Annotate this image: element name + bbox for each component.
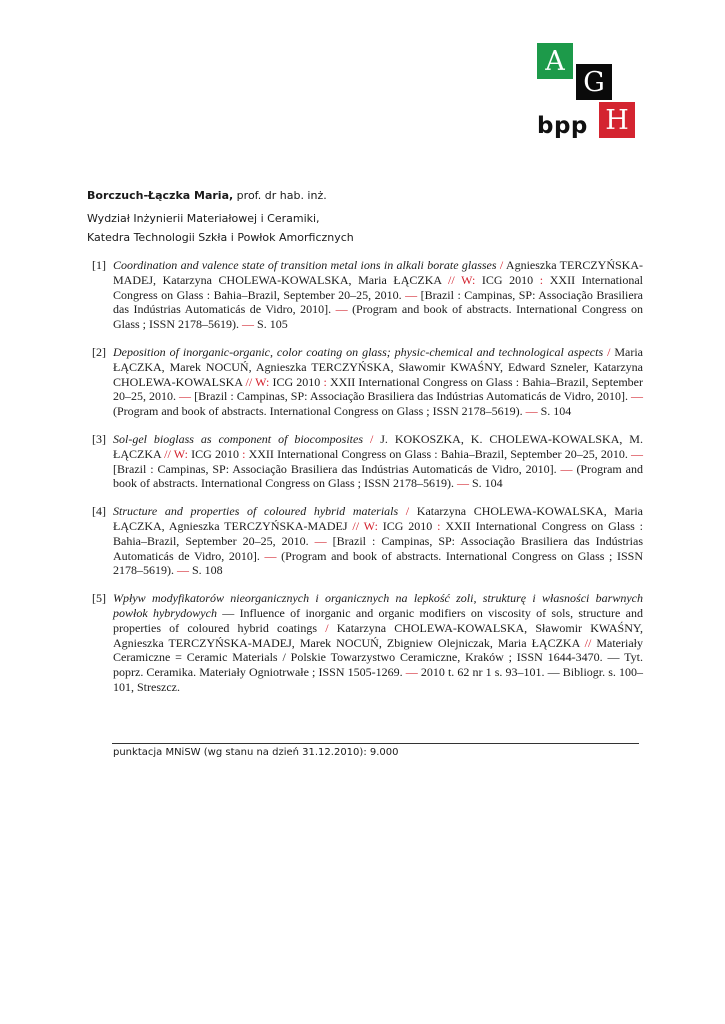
publication-entry xyxy=(92,504,643,578)
entry-number: [1] xyxy=(92,258,106,272)
entry-series: (Program and book of abstracts. International Congress on Glass ; ISSN 2178–5619). xyxy=(113,302,644,332)
separator: — xyxy=(453,476,472,491)
separator: / xyxy=(277,650,291,665)
entry-journal: Materiały Ceramiczne = Ceramic Materials xyxy=(113,635,643,665)
separator: — xyxy=(176,389,195,404)
separator: // W: xyxy=(242,374,273,389)
entry-body xyxy=(113,258,643,332)
author-department: Katedra Technologii Szkła i Powłok Amorficznych xyxy=(87,231,354,244)
separator: — xyxy=(522,404,541,419)
entry-authors: Katarzyna CHOLEWA-KOWALSKA, Maria ŁĄCZKA, Agnieszka TERCZYŃSKA-MADEJ xyxy=(113,504,643,533)
separator: — xyxy=(174,563,192,578)
entry-series: (Program and book of abstracts. International Congress on Glass ; ISSN 2178–5619). xyxy=(113,461,643,491)
entry-series: (Program and book of abstracts. International Congress on Glass ; ISSN 2178–5619). xyxy=(113,548,644,578)
entry-source: ICG 2010 xyxy=(481,272,534,287)
entry-publisher: [Brazil : Campinas, SP: Associação Brasiliera das Indústrias Automaticás de Vidro, 2010]. xyxy=(113,533,643,563)
entry-number: [3] xyxy=(92,431,106,446)
entry-source: ICG 2010 xyxy=(191,446,239,461)
entry-title: Structure and properties of coloured hybrid materials xyxy=(113,504,399,519)
entry-publisher: Polskie Towarzystwo Ceramiczne, Kraków ; ISSN 1644-3470. xyxy=(290,650,603,665)
entry-publisher: [Brazil : Campinas, SP: Associação Brasiliera das Indústrias Automaticás de Vidro, 2010]. xyxy=(194,389,628,404)
entry-page: S. 104 xyxy=(471,476,503,491)
separator: : xyxy=(533,272,550,287)
separator: — xyxy=(331,302,353,317)
agh-bpp-logo xyxy=(537,43,639,143)
entry-authors: J. KOKOSZKA, K. CHOLEWA-KOWALSKA, M. ŁĄCZKA xyxy=(113,431,643,461)
logo-bpp-text: bpp xyxy=(537,113,588,139)
logo-a-square: A xyxy=(537,43,573,79)
entry-title: Coordination and valence state of transition metal ions in alkali borate glasses xyxy=(113,258,497,272)
separator: — xyxy=(402,665,421,680)
entry-authors: Maria ŁĄCZKA, Marek NOCUŃ, Agnieszka TERCZYŃSKA, Sławomir KWAŚNY, Edward Szneler, Katarzyna CHOLEWA-KOWALSKA xyxy=(113,344,643,389)
logo-g-square: G xyxy=(576,64,612,100)
separator: — xyxy=(556,461,577,476)
separator: — xyxy=(239,317,258,332)
separator: // W: xyxy=(441,272,482,287)
entry-title: Deposition of inorganic-organic, color coating on glass; physic-chemical and technological aspects xyxy=(113,344,604,359)
entry-page: S. 108 xyxy=(192,563,223,578)
separator: — xyxy=(544,665,563,680)
entry-number: [2] xyxy=(92,344,106,359)
separator: / xyxy=(496,258,506,272)
author-faculty: Wydział Inżynierii Materiałowej i Ceramiki, xyxy=(87,212,320,225)
separator: : xyxy=(320,374,330,389)
author-info xyxy=(87,186,354,247)
separator: — xyxy=(216,605,240,620)
entry-bibliography: Bibliogr. s. 100–101, Streszcz. xyxy=(113,665,644,694)
entry-body xyxy=(113,591,643,695)
entry-conference: XXII International Congress on Glass : Bahia–Brazil, September 20–25, 2010. xyxy=(248,446,628,461)
separator: / xyxy=(317,620,337,635)
publication-entry xyxy=(92,591,643,695)
author-line xyxy=(87,186,354,205)
author-name: Borczuch-Łączka Maria, xyxy=(87,189,234,202)
entry-authors: Katarzyna CHOLEWA-KOWALSKA, Sławomir KWAŚNY, Agnieszka TERCZYŃSKA-MADEJ, Marek NOCUŃ, Zbigniew Olejniczak, Maria ŁĄCZKA xyxy=(113,620,643,650)
entry-source: ICG 2010 xyxy=(382,518,433,533)
separator: — xyxy=(602,650,625,665)
separator: — xyxy=(627,446,644,461)
entry-body xyxy=(113,432,643,491)
entry-body xyxy=(113,504,643,578)
entry-page: S. 105 xyxy=(257,317,288,332)
publication-list xyxy=(92,258,643,708)
entry-title: Wpływ modyfikatorów nieorganicznych i organicznych na lepkość zoli, strukturę i własności barwnych powłok hybrydowych xyxy=(113,591,643,620)
logo-h-square: H xyxy=(599,102,635,138)
entry-number: [4] xyxy=(92,504,106,519)
entry-title: Sol-gel bioglass as component of biocomposites xyxy=(113,431,364,446)
footer-rule xyxy=(112,743,639,744)
separator: / xyxy=(363,431,381,446)
entry-source: ICG 2010 xyxy=(272,374,321,389)
footer-score: punktacja MNiSW (wg stanu na dzień 31.12.2010): 9.000 xyxy=(113,747,399,758)
separator: : xyxy=(432,518,446,533)
publication-entry xyxy=(92,432,643,491)
entry-conference: XXII International Congress on Glass : Bahia–Brazil, September 20–25, 2010. xyxy=(113,374,643,404)
separator: — xyxy=(259,548,282,563)
separator: // W: xyxy=(347,518,383,533)
separator: // W: xyxy=(161,446,192,461)
separator: // xyxy=(579,635,597,650)
entry-series: (Program and book of abstracts. International Congress on Glass ; ISSN 2178–5619). xyxy=(113,404,523,419)
entry-conference: XXII International Congress on Glass : Bahia–Brazil, September 20–25, 2010. xyxy=(113,272,643,302)
separator: — xyxy=(401,287,421,302)
publication-entry xyxy=(92,345,643,419)
entry-page: S. 104 xyxy=(540,404,572,419)
entry-number: [5] xyxy=(92,591,106,606)
entry-publisher: [Brazil : Campinas, SP: Associação Brasiliera das Indústrias Automaticás de Vidro, 2010]. xyxy=(113,461,557,476)
separator: / xyxy=(603,344,615,359)
entry-volume: 2010 t. 62 nr 1 s. 93–101. xyxy=(420,665,545,680)
publication-entry xyxy=(92,258,643,332)
separator: — xyxy=(627,389,644,404)
entry-subtitle: Influence of inorganic and organic modifiers on viscosity of sols, structure and properties of coloured hybrid coatings xyxy=(113,605,643,635)
entry-conference: XXII International Congress on Glass : Bahia–Brazil, September 20–25, 2010. xyxy=(113,518,644,548)
entry-other-title: Tyt. poprz. Ceramika. Materiały Ogniotrwałe ; ISSN 1505-1269. xyxy=(113,650,643,680)
entry-publisher: [Brazil : Campinas, SP: Associação Brasiliera das Indústrias Automaticás de Vidro, 2010]. xyxy=(113,287,644,317)
author-title: prof. dr hab. inż. xyxy=(233,189,327,202)
entry-authors: Agnieszka TERCZYŃSKA-MADEJ, Katarzyna CHOLEWA-KOWALSKA, Maria ŁĄCZKA xyxy=(113,258,644,287)
separator: : xyxy=(238,446,249,461)
separator: — xyxy=(308,533,333,548)
separator: / xyxy=(398,504,417,519)
entry-body xyxy=(113,345,643,419)
